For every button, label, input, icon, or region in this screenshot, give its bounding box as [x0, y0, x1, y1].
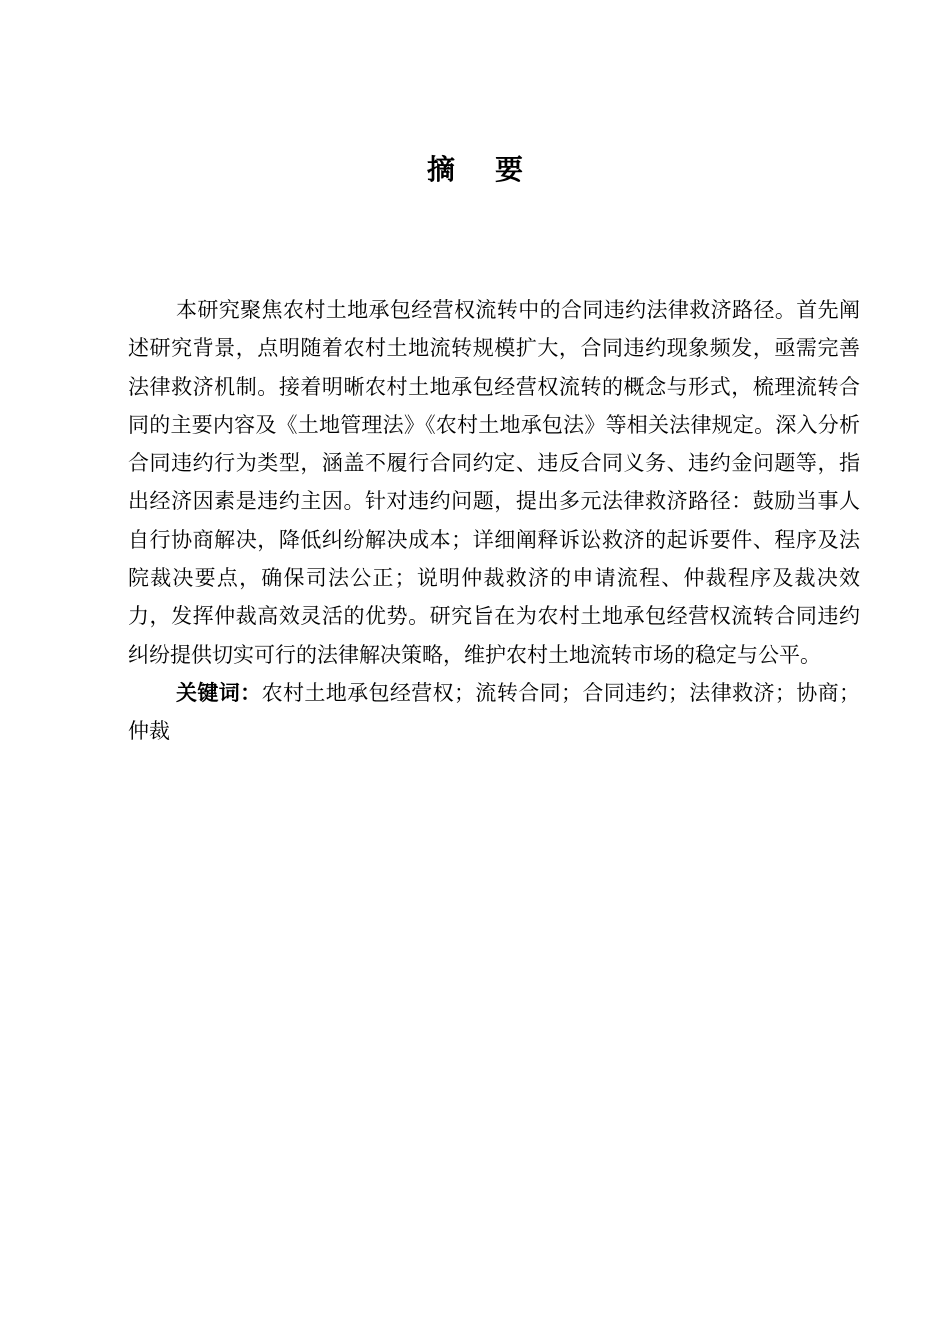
page-title	[0, 150, 950, 190]
abstract-paragraph: 本研究聚焦农村土地承包经营权流转中的合同违约法律救济路径。首先阐述研究背景，点明随着农村土地流转规模扩大，合同违约现象频发，亟需完善法律救济机制。接着明晰农村土地承包经营权流转的概念与形式，梳理流转合同的主要内容及《土地管理法》《农村土地承包法》等相关法律规定。深入分析合同违约行为类型，涵盖不履行合同约定、违反合同义务、违约金问题等，指出经济因素是违约主因。针对违约问题，提出多元法律救济路径：鼓励当事人自行协商解决，降低纠纷解决成本；详细阐释诉讼救济的起诉要件、程序及法院裁决要点，确保司法公正；说明仲裁救济的申请流程、仲裁程序及裁决效力，发挥仲裁高效灵活的优势。研究旨在为农村土地承包经营权流转合同违约纠纷提供切实可行的法律解决策略，维护农村土地流转市场的稳定与公平。	[128, 298, 860, 667]
keywords-label: 关键词：	[176, 680, 262, 705]
keywords-line	[128, 674, 860, 751]
title-char-2: 要	[495, 153, 524, 186]
abstract-body	[128, 291, 860, 751]
title-char-1: 摘	[426, 153, 455, 186]
keywords-text: 农村土地承包经营权；流转合同；合同违约；法律救济；协商；仲裁	[128, 680, 861, 744]
